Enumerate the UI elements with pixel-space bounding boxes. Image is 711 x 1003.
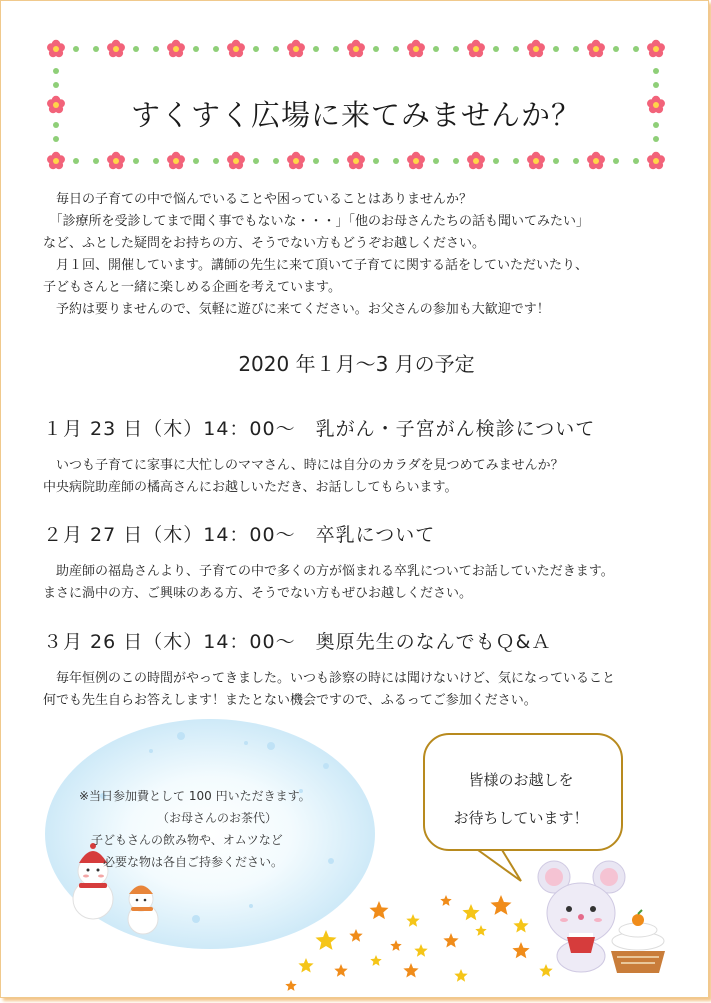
star-icon — [406, 914, 419, 927]
mouse-icon — [538, 861, 625, 972]
intro-line: 予約は要りませんので、気軽に遊びに来てください。お父さんの参加も大歓迎です！ — [43, 302, 550, 317]
star-icon — [454, 969, 467, 982]
star-icon — [512, 942, 529, 958]
star-icon — [414, 944, 427, 957]
speech-line: お待ちしています！ — [453, 809, 589, 827]
star-icon — [370, 955, 381, 966]
event-heading: ２月 27 日（木）14：00～ 卒乳について — [43, 524, 436, 546]
star-icon — [475, 925, 486, 936]
intro-line: など、ふとした疑問をお持ちの方、そうでない方もどうぞお越しください。 — [43, 236, 486, 251]
event-desc-line: いつも子育てに家事に大忙しのママさん、時には自分のカラダを見つめてみませんか？ — [43, 458, 564, 473]
fee-note-line: （お母さんのお茶代） — [79, 811, 278, 825]
event-heading: １月 23 日（木）14：00～ 乳がん・子宮がん検診について — [43, 418, 596, 440]
fee-note-line: 必要な物は各自ご持参ください。 — [79, 855, 284, 869]
event-desc-line: 助産師の福島さんより、子育ての中で多くの方が悩まれる卒乳についてお話していただきます。 — [43, 564, 614, 579]
fee-note — [79, 785, 359, 873]
event-desc-line: 毎年恒例のこの時間がやってきました。いつも診察の時には聞けないけど、気になっていること — [43, 671, 616, 686]
star-icon — [403, 963, 418, 978]
intro-line: 毎日の子育ての中で悩んでいることや困っていることはありませんか？ — [43, 192, 473, 207]
star-icon — [539, 964, 552, 977]
intro-line: 「診療所を受診してまで聞く事でもないな・・・」「他のお母さんたちの話も聞いてみたい」 — [43, 214, 590, 229]
speech-line: 皆様のお越しを — [468, 771, 574, 789]
page-title: すくすく広場に来てみませんか？ — [130, 98, 581, 132]
star-icon — [316, 930, 337, 950]
schedule-title: 2020 年１月～3 月の予定 — [238, 352, 475, 376]
star-icon — [285, 980, 296, 991]
intro-line: 月１回、開催しています。講師の先生に来て頂いて子育てに関する話をしていただいたり、 — [43, 258, 588, 273]
kagami-mochi-icon — [611, 910, 665, 973]
star-icon — [349, 929, 362, 942]
star-icon — [440, 895, 451, 906]
star-icon — [491, 895, 512, 915]
star-icon — [513, 918, 528, 933]
fee-note-line: ※当日参加費として 100 円いただきます。 — [79, 789, 311, 803]
speech-bubble-text — [423, 761, 619, 837]
event-heading: ３月 26 日（木）14：00～ 奥原先生のなんでもＱ&Ａ — [43, 631, 552, 653]
star-icons — [285, 895, 552, 991]
star-icon — [334, 964, 347, 977]
star-icon — [462, 904, 479, 920]
fee-note-line: 子どもさんの飲み物や、オムツなど — [79, 833, 283, 847]
star-icon — [370, 901, 389, 919]
event-desc-line: まさに渦中の方、ご興味のある方、そうでない方もぜひお越しください。 — [43, 586, 473, 601]
intro-line: 子どもさんと一緒に楽しめる企画を考えています。 — [43, 280, 341, 295]
star-icon — [443, 933, 458, 948]
star-icon — [298, 958, 313, 973]
event-desc-line: 中央病院助産師の橘高さんにお越しいただき、お話ししてもらいます。 — [43, 480, 458, 495]
snowman-icon — [128, 886, 158, 935]
event-desc-line: 何でも先生自らお答えします！またとない機会ですので、ふるってご参加ください。 — [43, 693, 537, 708]
star-icon — [390, 940, 401, 951]
